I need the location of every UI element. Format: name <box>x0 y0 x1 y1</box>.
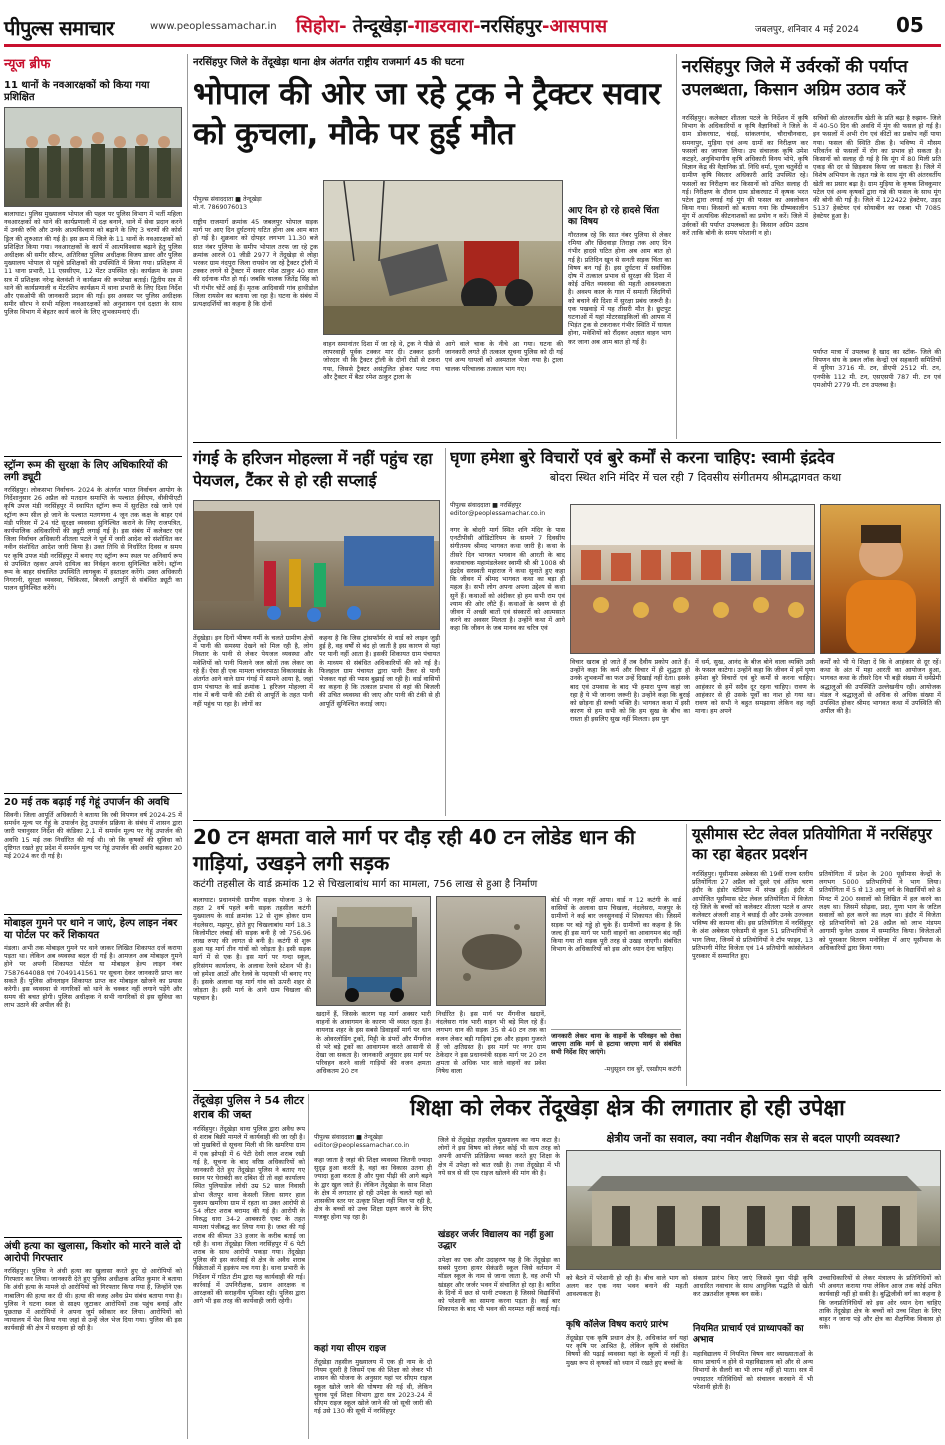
brief-text-4: मंडला। अभी तक मोबाइल गुमने पर थाने जाकर लिखित शिकायत दर्ज कराया पड़ता था। लेकिन अब व्यवस्था बदल दी गई है। आमजन अब मोबाइल गुमने होने पर अपनी शिकायत पोर्टल या मोबाइल हेल्प लाइन नंबर 7587644088 एवं 7049141561 पर सूचना देकर जानकारी प्राप्त कर सकते हैं। पुलिस ऑनलाइन शिकायत प्राप्त कर मोबाइल खोजने का प्रयास करेगी। इस व्यवस्था से नागरिकों को थाने के चक्कर नहीं लगाने पड़ेंगे और समय की बचत होगी। पुलिस अधीक्षक ने सभी नागरिकों से इस सुविधा का लाभ उठाने की अपील की है। <box>4 944 182 1010</box>
story8-text-9: उच्चाधिकारियों से लेकर मंत्रालय के प्रतिनिधियों को भी अवगत कराया गया लेकिन आज तक कोई उचित कार्यवाही नहीं हो सकी है। बुद्धिजीवी वर्ग का कहना है कि जनप्रतिनिधियों को इस ओर ध्यान देना चाहिए ताकि तेंदूखेड़ा क्षेत्र के बच्चों को उच्च शिक्षा के लिए बाहर न जाना पड़े और क्षेत्र का शैक्षणिक विकास हो सके। <box>819 1274 941 1332</box>
loaded-truck-photo <box>316 896 431 1006</box>
police-training-photo <box>4 107 182 207</box>
story-liquor-seizure <box>193 1094 305 1439</box>
story5-text-2: खदानें हैं, जिसके कारण यह मार्ग अक्सर भारी वाहनों के आवागमन के कारण भी व्यस्त रहता है। वायनाड शहर के इस सबसे डिवाइसों मार्ग पर धान के ओवरलोडिंग ट्रकों, मिट्टी के डंपरों और मैंगनीज से भरे बड़े ट्रकों का आवागमन करते आसानी से देखा जा सकता है। जानकारी अनुसार इस मार्ग पर परिवहन करने वाली गाड़ियों की वजन क्षमता अधिकतम 20 टन <box>316 1010 431 1076</box>
story4-text-3: में धर्म, सुख, आनंद के बीज बोने वाला व्यक्ति उसी के फसल काटेगा। उन्होंने कहा कि जीवन में हमें घृणा हमेशा बुरे विचारों एवं बुरे कर्मों से करना चाहिए। आहंकार से हमें सदैव दूर रहना चाहिए। रावण के आहंकार से ही उसके पूर्वों का नाश हो गया था। रावण को सभी ने बहुत समझाया लेकिन वह नहीं माना। हम अपने <box>695 658 815 716</box>
story1-text-1: राष्ट्रीय राजमार्ग क्रमांक 45 जबलपुर भोपाल सड़क मार्ग पर आए दिन दुर्घटनाएं घटित होना अब आम बात हो गई है। शुक्रवार को दोपहर लगभग 11.30 बजे सात नंबर पुलिया के समीप भोपाल तरफ जा रहे ट्रक क्रमांक आरजे 01 जीडी 2977 ने तेंदूखेड़ा से लोहा भरकर ग्राम नंदपुरा जिला रायसेन जा रहे ट्रैक्टर ट्रॉली में टक्कर लगने से ट्रैक्टर में सवार रमेश ठाकुर 40 साल की दर्दनाक मौत हो गई। जबकि चालक जितेंद्र सिंह को भी गंभीर चोटें आई हैं। मृतक आदिवासी गांव हाथीडोल जिला रायसेन का बताया जा रहा है। घटना के संबंध में प्रत्यक्षदर्शियों का कहना है कि दोनों <box>193 218 318 309</box>
brief-headline-4: मोबाइल गुमने पर थाने न जाएं, हेल्प लाइन नंबर या पोर्टल पर करें शिकायत <box>4 918 178 941</box>
story8-heading-cm-rise: कहां गया सीएम राइज <box>314 1344 386 1354</box>
story8-heading-principal: नियमित प्राचार्य एवं प्राध्यापकों का अभाव <box>693 1324 804 1345</box>
story5-text-1: बालाघाट। प्रधानमंत्री ग्रामीण सड़क योजना 3 के तहत 2 वर्ष पहले बनी सड़क तहसील कटंगी मुख्यालय के वार्ड क्रमांक 12 से शुरू होकर ग्राम नंदलेसरा, मझपुर, होते हुए चिखलाबांध मार्ग 18.3 किलोमीटर लंबाई की सड़क बनी है जो 756.96 लाख रुपए की लागत से बनी है। कटंगी से शुरू हुआ यह मार्ग तीन गांवों को जोड़ता है। इसी सड़क मार्ग में से एक है। इस मार्ग पर गन्दा स्कूल, हरिसंगम कार्यालय, के अलावा रेलवे स्टेशन भी है। जो हमेशा आठों और रेलवे के पदयात्री भी बनाए गए हैं। इसके अलावा यह मार्ग गांव को ऊपरी शहर से जोड़ता है। इसी मार्ग के आगे ग्राम चिखला की पहचान है। <box>193 896 311 1003</box>
story6-text-2: प्रतियोगिता में प्रदेश के 200 यूसीमास केन्द्रों के लगभग 5000 प्रतिभागियों ने भाग लिया। प्रतियोगिता में 5 से 13 आयु वर्ग के विद्यार्थियों को 8 मिनट में 200 सवालों को लिखित में हल करने का लक्ष्य था। जिसमें सोढ़वा, प्रदा, गुणा भाग के जटिल सवालों को हल करने का लक्ष्य था। इंदौर में विजेता रहे प्रतिभागियों को 28 अप्रैल को लाभ मंडपम आगामी फुनेल उत्सव में सम्मानित किया। विजेताओं को पुरस्कार वितरण मनोविज्ञा में आए यूसीमास के अधिकारियों द्वारा किया गया। <box>819 870 941 952</box>
story8-heading-agri: कृषि कॉलेज विषय कराएं प्रारंभ <box>566 1320 669 1330</box>
story6-text-1: नरसिंहपुर। यूसीमास अबेकस की 19वीं राज्य स्तरीय प्रतियोगिता 27 अप्रैल को दूसरे एवं अंतिम चरण इंदौर के इंडोर स्टेडियम में संपन्न हुई। इंदौर में आयोजित यूसीमास स्टेट लेवल प्रतियोगिता में विजेता रहे जिले के बच्चों को कलेक्टर शीतला पटले व अपर कलेक्टर अंजली शाह ने बधाई दी और उनके उज्ज्वल भविष्य की कामना की। इस प्रतियोगिता में नरसिंहपुर के अंश अबेकस एकेडमी से कुल 51 प्रतिभागियों ने भाग लिया, जिनमें से प्रतियोगियों ने टॉप फाइव, 13 प्रतिभागी मेरिट विजेता एवं 14 प्रतियोगी कांसोलेशन पुरस्कार में सम्मानित हुए। <box>692 870 813 961</box>
story6-headline: यूसीमास स्टेट लेवल प्रतियोगिता में नरसिंहपुर का रहा बेहतर प्रदर्शन <box>692 825 932 863</box>
story8-text-7: संकाय प्रारंभ किए जाएं जिससे युवा पीढ़ी कृषि आधारित नवाचार के साथ आधुनिक पद्धति से खेती कर उन्नतशील कृषक बन सकें। <box>693 1274 813 1299</box>
story8-text-1: जिले से तेंदूखेड़ा तहसील मुख्यालय का नाम कटा है। लोगों ने इस विषय को लेकर कोई भी सत्य तरह को अपनी आपत्ति प्रतिक्रिया व्यक्त करते हुए शिक्षा के क्षेत्र में उपेक्षा को बात रखी है। तथा तेंदूखेड़ा में भी नये सत्र से सी एम राइज खोलने की मांग की है। <box>438 1136 560 1177</box>
story3-headline: गंगई के हरिजन मोहल्ला में नहीं पहुंच रहा पेयजल, टैंकर से हो रही सप्लाई <box>193 449 433 490</box>
story5-text-3: निर्धारित है। इस मार्ग पर मैंगनीज खदानें, नंदलेसरा गांव भारी वाहन भी बड़े मिल रहे हैं। लगभग धान की सड़क 35 से 40 टन तक का वजन लेकर बड़ी गाड़ियां ट्रक और हाइवा गुजरते हैं जो क्षतिग्रस्त है। इस मार्ग पर नगर ग्राम ठेकेदार ने इस प्रधानमंत्री सड़क मार्ग पर 20 टन क्षमता से अधिक भार वाले वाहनों का प्रवेश निषेध वाला <box>436 1010 546 1076</box>
page-number: 05 <box>896 13 924 37</box>
story2-text-3: पर्याप्त मात्रा में उपलब्ध है खाद का स्टॉक- जिले की विपणन संघ के डबल लॉक केन्द्रों एवं सहकारी समितियों में यूरिया 3716 मी. टन, डीएपी 2512 मी. टन, एनपीके 112 मी. टन, एसएसपी 787 मी. टन एवं एमओपी 2779 मी. टन उपलब्ध है। <box>813 348 941 389</box>
story8-heading-dilapidated: खंडहर जर्जर विद्यालय का नहीं हुआ उद्धार <box>438 1230 554 1251</box>
brief-headline-2: स्ट्रॉन्ग रूम की सुरक्षा के लिए अधिकारियों की लगी ड्यूटी <box>4 460 168 483</box>
story1-text-3: आगे वाले चाक के नीचे आ गया। घटना की जानकारी लगते ही तत्काल सूचना पुलिस को दी गई एवं अन्य घायलों को अस्पताल भेजा गया है। ट्राला चालक परिचालक तत्काल भाग गए। <box>445 340 563 373</box>
brief-text-1: बालाघाट। पुलिस मुख्यालय भोपाल की पहल पर पुलिस विभाग में भर्ती महिला नवआरक्षकों को थाने की कार्यप्रणाली में दक्ष बनाने, थाने में सेवा प्रदान करने में उनकी रुचि और उनके आत्मविश्वास को बढ़ाने के लिए 3 चरणों की कोर्स ड्रिल की शुरुआत की गई है। इस क्रम में जिले के 11 थानों के नवआरक्षकों को प्रशिक्षित किया गया। नवआरक्षकों के कार्य में आत्मविश्वास बढ़ाने हेतु पुलिस अधीक्षक श्री समीर सौरभ, अतिरिक्त पुलिस अधीक्षक विजय डावर और पुलिस मुख्यालय भोपाल से पहुंचे प्रशिक्षकों की उपस्थिति में किया गया। प्रशिक्षण में 11 थाना प्रभारी, 11 एससीएम, 12 मेंटर उपस्थित रहे। कार्यक्रम के प्रथम सत्र में प्रशिक्षक नरेन्द्र बेलवंशी ने कार्यक्रम की रूपरेखा बताई। द्वितीय सत्र में थाने की कार्यप्रणाली व मेंटरशिप कार्यक्रम में थाना प्रभारी के लिए दिशा निर्देश और एसओपी की जानकारी प्रदान की गई। इस अवसर पर पुलिस अधीक्षक समीर सौरभ ने सभी महिला नवआरक्षकों को अनुशासन एवं दक्षता के साथ पुलिस विभाग में बेहतर कार्य करने के लिए शुभकामनाएं दीं। <box>4 210 182 317</box>
brief-text-2: नरसिंहपुर। लोकसभा निर्वाचन- 2024 के अंतर्गत भारत निर्वाचन आयोग के निर्देशानुसार 26 अप्रैल को मतदान समाप्ति के पश्चात ईवीएम, वीवीपीएटी कृषि उपज मंडी नरसिंहपुर में स्थापित स्ट्रॉन्ग रूम में सुरक्षित रखे जाने एवं स्ट्रॉन्ग रूम सील हो जाने के पश्चात मतगणना 4 जून तक कक्ष के बाहर एवं मंडी परिसर में 24 घंटे सुरक्षा व्यवस्था सुनिश्चित कराने के लिए राजपत्रित, कार्यपालिक अधिकारियों की ड्यूटी लगाई गई है। इस संबंध में कलेक्टर एवं जिला निर्वाचन अधिकारी शीतला पटले ने पूर्व में जारी आदेश को संशोधित कर नवीन संशोधित आदेश जारी किया है। उक्त तिथि से निर्धारित दिवस व समय पर कृषि उपज मंडी नरसिंहपुर में बनाए गए स्ट्रॉन्ग रूम स्थल पर अनिवार्य रूप से उपस्थित रहकर अपने दायित्व का निर्वहन करना सुनिश्चित करेंगे। स्ट्रॉन्ग रूम के बाहर संचालित उपस्थिति लागबुक में हस्ताक्षर करेंगे। उक्त अधिकारी निगरानी, सुरक्षा व्यवस्था, चिकित्सा, बिजली आपूर्ति से संबंधित ड्यूटी का पालन सुनिश्चित करेंगे। <box>4 486 182 593</box>
story2-text-2: सचिवों की अंतरवर्तीय खेती के प्रति बढ़ा है रुझान- जिले में 40-50 दिन की अवधि में मूंग की फसल हो गई है। इन फसलों में अभी रोग एवं कीटों का प्रकोप नहीं पाया गया। फसल की स्थिति ठीक है। भविष्य में मौसम परिवर्तन से फसलों में रोग का प्रभाव हो सकता है। किसानों को सलाह दी गई है कि मूंग में 80 मिली प्रति एकड़ की दर से छिड़काव किया जा सकता है। जिले में विशेष अभियान के तहत गन्ने के साथ मूंग की अंतरवर्तीय खेती का प्रसार बढ़ा है। ग्राम मुड़िया के कृषक शिवकुमार पटेल एवं अन्य कृषकों द्वारा गन्ने की फसल के साथ मूंग की बोनी की गई है। जिले में 122422 हेक्टेयर, उड़द 5137 हेक्टेयर एवं सोयाबीन का रकबा भी 7085 हेक्टेयर हुआ है। <box>813 114 941 221</box>
story-ucmas <box>692 824 941 1086</box>
masthead-rule <box>4 44 941 47</box>
story7-text-1: नरसिंहपुर। तेंदूखेड़ा थाना पुलिस द्वारा अवैध रूप से शराब बिक्री मामले में कार्यवाही की जा रही है। जो मुखबिरों से सूचना मिली थी कि खमरिया ग्राम में एक झोपड़ी में 6 पेटी देसी लाल शराब रखी गई है, सूचना के बाद वरिष्ठ अधिकारियों को जानकारी देते हुए तेंदूखेड़ा पुलिस ने बताए गए स्थान पर घेराबंदी कर दबिश दी तो वहां कार्यालय स्थित पुलियाडेंज लोधी उम्र 52 साल निवासी डोभा जैतपुर थाना केसली जिला सागर हाल मुकाम खमरिया ग्राम में रहता था उक्त आरोपी से 54 लीटर शराब बरामद की गई है। आरोपी के विरुद्ध धारा 34-2 आबकारी एक्ट के तहत मामला पंजीबद्ध कर लिया गया है। जब्त की गई शराब की कीमत 33 हजार के करीब बताई जा रही है। थाना तेंदूखेड़ा जिला नरसिंहपुर में 6 पेटी शराब के साथ आरोपी पकड़ा गया। तेंदूखेड़ा पुलिस की इस कार्रवाई से क्षेत्र के अवैध शराब विक्रेताओं में हड़कंप मच गया है। थाना प्रभारी के निर्देशन में गठित टीम द्वारा यह कार्यवाही की गई। कार्रवाई में उपनिरीक्षक, प्रधान आरक्षक व आरक्षकों की सराहनीय भूमिका रही। पुलिस द्वारा आगे भी इस तरह की कार्यवाही जारी रहेगी। <box>193 1125 305 1306</box>
accident-photo <box>323 180 563 335</box>
paddy-truck-image <box>317 897 431 1006</box>
story1-headline: भोपाल की ओर जा रहे ट्रक ने ट्रैक्टर सवार को कुचला, मौके पर हुई मौत <box>193 76 661 152</box>
story1-kicker: नरसिंहपुर जिले के तेंदूखेड़ा थाना क्षेत्र अंतर्गत राष्ट्रीय राजमार्ग 45 की घटना <box>193 57 464 68</box>
brief-headline-3: 20 मई तक बढ़ाई गई गेहूं उपार्जन की अवधि <box>4 797 170 808</box>
story-road-damage <box>193 824 681 1086</box>
story4-text-1: नगर के बोदरी मार्ग स्थित शनि मंदिर के पास एनटीपीसी ऑडिटोरियम के सामने 7 दिवसीय संगीतमय श्रीमद भागवत कथा जारी है। कथा के तीसरे दिन भागवत भगवान की आरती के बाद कथावाचक महामंडलेश्वर स्वामी श्री श्री 1008 श्री इंद्रदेव सरस्वती महाराज ने कथा सुनाते हुए कहा कि जीवन में श्रीमद भागवत कथा का बड़ा ही महत्व है। सभी लोग अपना अपना उद्देश्य से कथा सुनें हैं। कथाओं को अंदीकर हो हम सभी राम एवं श्याम की ओर लौटे हैं। कथाओं के श्रवण से ही जीवन में अच्छी बातों एवं संस्कारों को आत्मसात करने का अवसर मिलता है। उन्होंने कथा में आगे कहा कि जीवन के जब मानव का चरित्र एवं <box>450 526 565 633</box>
story8-headline: शिक्षा को लेकर तेंदूखेड़ा क्षेत्र की लगातार हो रही उपेक्षा <box>410 1096 845 1121</box>
brief-text-3: सिवनी। जिला आपूर्ति अधिकारी ने बताया कि रबी विपणन वर्ष 2024-25 में समर्थन मूल्य पर गेहूं के उपार्जन हेतु उपार्जन प्रक्रिया के संबंध में शासन द्वारा जारी पत्रानुसार निर्देश की कंडिका 2.1 में समर्थन मूल्य पर गेहूं उपार्जन की अवधि 15 मई तक निर्धारित की गई थी। जो कि कृषकों की सुविधा को दृष्टिगत रखते हुए प्रदेश में समर्थन मूल्य पर गेहूं उपार्जन की अवधि बढ़ाकर 20 मई 2024 कर दी गई है। <box>4 811 182 861</box>
story-education-neglect <box>314 1094 941 1439</box>
story2-text-1: नरसिंहपुर। कलेक्टर शीतला पटले के निर्देशन में कृषि विभाग के अधिकारियों व कृषि वैज्ञानिकों ने जिले के ग्राम डोकरघाट, चंदई, सांकलगांव, चौराचौनवारा, समनापुर, मुड़िया एवं अन्य ग्रामों का निरीक्षण कर फसलों का जायजा लिया। उप संचालक कृषि उमेश कटहरे, अनुविभागीय कृषि अधिकारी विनय भोपे, कृषि विज्ञान केंद्र की वैज्ञानिक डॉ. निधि वर्मा, पूजा चतुर्वेदी व ग्रामीण कृषि विस्तार अधिकारी आदि उपस्थित रहे। फसलों का निरीक्षण कर किसानों को उचित सलाह दी गई। निरीक्षण के दौरान ग्राम डोकरघाट में कृषक भरत पटेल द्वारा लगाई गई मूंग की फसल का अवलोकन किया गया। किसानों को बताया गया कि ग्रीष्मकालीन मूंग में अत्यधिक कीटनाशकों का प्रयोग न करें। जिले में उर्वरकों की पर्याप्त उपलब्धता है। किसान अग्रिम उठाव करें ताकि बोनी के समय परेशानी न हो। <box>682 114 808 237</box>
brief-text-5: नरसिंहपुर। पुलिस ने अंधी हत्या का खुलासा करते हुए दो आरोपियों को गिरफ्तार कर लिया। जानकारी देते हुए पुलिस अधीक्षक अमित कुमार ने बताया कि अंधी हत्या के मामले दो आरोपियों को गिरफ्तार किया गया है, जिन्होंने एक नाबालिग की हत्या कर दी थी। हत्या की वजह अवैध प्रेम संबंध बताया गया है। पुलिस ने घटना स्थल से साक्ष्य जुटाकर आरोपियों तक पहुंच बनाई और पूछताछ में आरोपियों ने अपना जुर्म स्वीकार कर लिया। आरोपियों को न्यायालय में पेश किया गया जहां से उन्हें जेल भेज दिया गया। पुलिस की इस कार्यवाही की क्षेत्र में सराहना हो रही है। <box>4 1267 182 1333</box>
story1-side-text: गौरतलब रहे कि सात नंबर पुलिया से लेकर रमिया और छिंदवाड़ा तिराहा तक आए दिन गंभीर हादसे घटित होना अब आम बात हो गई है। प्रतिदिन खून से सनती सड़क चिंता का विषय बन गई है। इस दुर्घटना में सर्वाधिक दोष में तत्काल प्रभाव से सुरक्षा की दिशा में कोई उचित व्यवस्था की महती आवश्यकता है। अवश्य काल के गाल में समाती जिंदगियों को बचाने की दिशा में सुरक्षा प्रबंध जरूरी है। एक पखवाड़े में यह तीसरी मौत है। छुटपुट घटनाओं में यहां मोटरसाइकिलों की आपस में भिड़ंत ट्रक से टकराकर गंभीर स्थिति में घायल होना, मवेशियों को रौंदकर अज्ञात वाहन भाग कर जाना अब आम बात हो गई है। <box>568 231 671 346</box>
swami-photo <box>820 504 941 654</box>
story8-text-8: महाविद्यालय में नियमित विषय वार व्याख्याताओं के साथ प्राचार्य न होने से महाविद्यालय को और से अन्य विभागों के सैलरी का भी लाभ नहीं हो पाता। सत्र में ज्यादातर गतिविधियों को संचालन करवाने में भी परेशानी होती है। <box>693 1350 813 1391</box>
story8-text-3: कहा जाता है जहां की शिक्षा व्यवस्था जितनी ज्यादा सुदृढ़ हुआ करती है, वहां का विकास उतना ही ज्यादा हुआ करता है और युवा पीढ़ी की आगे बढ़ने के द्वार खुल जाते हैं। लेकिन तेंदूखेड़ा के साथ शिक्षा के क्षेत्र में लगातार हो रही उपेक्षा के चलते यहां को शासकीय स्तर पर उत्कृष्ट शिक्षा नहीं मिल पा रही है, क्षेत्र के बच्चों को उच्च शिक्षा ग्रहण करने के लिए मजबूर होना पड़ रहा है। <box>314 1156 432 1222</box>
story5-headline: 20 टन क्षमता वाले मार्ग पर दौड़ रही 40 टन लोडेड धान की गाड़ियां, उखड़ने लगी सड़क <box>193 825 635 875</box>
story-truck-accident <box>193 56 671 438</box>
damaged-road-photo <box>436 896 546 1006</box>
brief-headline-1: 11 थानों के नवआरक्षकों को किया गया प्रशिक्षित <box>4 80 150 103</box>
water-tanker-photo <box>193 500 440 630</box>
brief-headline-5: अंधी हत्या का खुलासा, किशोर को मारने वाले दो आरोपी गिरफ्तार <box>4 1241 181 1264</box>
story3-text-2: कहना है कि जिस ट्रांसफॉर्मर से वार्ड को लाइन जुड़ी हुई है, वह वर्षों से बंद हो जाती है इस कारण से यहां पर पानी नहीं आता है। इसकी शिकायत ग्राम पंचायत के माध्यम से संबंधित अधिकारियों की को गई है। फिलहाल ग्राम पंचायत द्वारा पानी टैंकर से पानी भेजकर यहां की प्यास बुझाई जा रही है। वार्ड वासियों का कहना है कि तत्काल प्रभाव से वहां की बिजली की उचित व्यवस्था की जाए और पानी की टंकी से ही आपूर्ति सुनिश्चित कराई जाए। <box>319 634 440 708</box>
old-school-building-photo <box>566 1150 941 1270</box>
story3-text-1: तेंदूखेड़ा। इन दिनों भीषण गर्मी के चलते ग्रामीण क्षेत्रों में पानी की समस्या देखने को मिल रही है, लोग निस्तार के पानी से लेकर पेयजल व्यवस्था और मवेशियों को पानी पिलाने जल स्रोतों तक लेकर जा रहे हैं। ऐसा ही एक मामला चांवरपाठा विकासखंड के अंतर्गत आने वाले ग्राम गंगई में सामने आया है, जहां ग्राम पंचायत के वार्ड क्रमांक 1 हरिजन मोहल्ला में गांव में बनी पानी की टंकी से आपूर्ति के तहत पानी नहीं पहुंच पा रहा है। लोगों का <box>193 634 313 708</box>
school-building-image <box>567 1151 941 1270</box>
story-water-supply <box>193 448 440 816</box>
devotees-gathering-image <box>571 505 815 654</box>
brief-tag: न्यूज ब्रीफ <box>4 57 51 72</box>
story4-text-2: विचार खराब हो जाते हैं तब दैवीय प्रकोप आते हैं। उन्होंने कहा कि कर्म और विचार में ही शुद्धता हो उनके शुभकर्मों का फल उन्हें दिखाई नहीं देता। इसके बाद एवं उपवास के बाद भी हमारा पुण्य कहां जा रहा है ये भी जानना जरूरी है। उन्होंने कहा कि बुराई को छोड़ना ही सच्ची भक्ति है। भागवत कथा में इसी कारण से हम सभी को कि हम सुख के बीच का रास्ता ही इसलिए सुख नहीं मिलता। इस युग <box>570 658 690 724</box>
story1-byline: पीपुल्स संवाददाता ■ तेन्दूखेड़ा मो.नं. 7869076013 <box>193 196 262 211</box>
story-fertilizer <box>682 56 941 436</box>
story7-headline: तेंदूखेड़ा पुलिस ने 54 लीटर शराब की जब्त <box>193 1094 304 1121</box>
story4-text-4: कर्मों को भी ये शिक्षा दें कि वे आहंकार से दूर रहें। कथा के अंत में महा आरती का आयोजन हुआ, भागवत कथा के तीसरे दिन भी बड़ी संख्या में धर्मप्रेमी श्रद्धालुओं की उपस्थिति उल्लेखनीय रही। आयोजक मंडल ने श्रद्धालुओं से अधिक से अधिक संख्या में उपस्थित होकर श्रीमद भागवत कथा में उपस्थिति की अपील की है। <box>820 658 941 716</box>
story8-text-6: तेंदूखेड़ा एक कृषि प्रधान क्षेत्र है, अधिकांश वर्ग यहां पर कृषि पर आश्रित है, लेकिन कृषि से संबंधित विषयों की पढ़ाई व्यवस्था यहां के स्कूलों में नहीं है। मुख्य रूप से कृषकों को ध्यान में रखते हुए बच्चों के <box>566 1334 688 1367</box>
group-photo-figures <box>5 108 182 207</box>
swami-portrait-image <box>821 505 941 654</box>
story8-byline: पीपुल्स संवाददाता ■ तेन्दूखेड़ा editor@peoplessamachar.co.in <box>314 1134 410 1149</box>
story1-side-heading: आए दिन हो रहे हादसे चिंता का विषय <box>568 206 659 227</box>
story-bhagwat-katha <box>450 448 941 816</box>
site-url: www.peoplessamachar.in <box>150 21 277 32</box>
pothole-image <box>437 897 546 1006</box>
katha-audience-photo <box>570 504 815 654</box>
story8-subhead: क्षेत्रीय जनों का सवाल, क्या नवीन शैक्षणिक सत्र से बदल पाएगी व्यवस्था? <box>606 1132 901 1145</box>
section-title: सिहोरा- तेन्दूखेड़ा-गाडरवारा-नरसिंहपुर-आसपास <box>296 16 608 37</box>
dateline: जबलपुर, शनिवार 4 मई 2024 <box>755 25 859 35</box>
story4-headline: घृणा हमेशा बुरे विचारों एवं बुरे कर्मों से करना चाहिए: स्वामी इंद्रदेव <box>450 448 835 467</box>
story8-text-4: तेंदूखेड़ा तहसील मुख्यालय में एक ही नाम के दो नियम दूसरी है जिसमें एक की शिक्षा को लेकर भी शासन की योजना के अनुसार यहां पर सीएम राइज स्कूल खोले जाने की घोषणा की गई थी, लेकिन चुनाव पूर्व शिक्षा विभाग द्वारा सत्र 2023-24 में सीएम राइज स्कूल खोले जाने की जो सूची जारी की गई उसे 130 की सूची में नरसिंहपुर <box>314 1358 432 1416</box>
overturned-tractor-image <box>324 181 563 335</box>
news-brief-column <box>4 54 182 1439</box>
story5-text-4: बोर्ड भी नज़र नहीं आया। वार्ड न 12 कटंगी के वार्ड वासियों के अलावा ग्राम चिखला, नंदलेसरा, मजपुर के ग्रामीणों ने कई बार जनसुनवाई में शिकायत की। जिसमें सड़क पर बड़े गड्ढे हो चुके हैं। ग्रामीणों का कहना है कि जल्द ही इस मार्ग पर भारी वाहनों का आवागमन बंद नहीं किया गया तो सड़क पूरी तरह से उखड़ जाएगी। संबंधित विभाग के अधिकारियों को इस ओर ध्यान देना चाहिए। <box>551 896 681 954</box>
official-quote: जानकारी लेकर थाना के वाहनों के परिवहन को रोका जाएगा ताकि मार्ग से हटाया जाएगा मार्ग से संबंधित सभी निर्देश दिए जाएंगे। -मधुसूदन राव बुर्रे, एसडीएम कटंगी <box>551 1029 681 1074</box>
story8-text-2: उपेक्षा का एक और उदाहरण यह है कि तेंदूखेड़ा का सबसे पुराना हायर सेकंडरी स्कूल जिसे वर्तमान में मॉडल स्कूल के नाम से जाना जाता है, वह अभी भी खंडहर और जर्जर भवन में संचालित हो रहा है। बारिश के दिनों में छत से पानी टपकता है जिससे विद्यार्थियों को परेशानी का सामना करना पड़ता है। कई बार शिकायत के बाद भी भवन की मरम्मत नहीं कराई गई। <box>438 1256 560 1314</box>
story4-byline: पीपुल्स संवाददाता ■ नरसिंहपुर editor@peoplessamachar.co.in <box>450 502 546 517</box>
story1-text-2: वाहन समानांतर दिशा में जा रहे थे, ट्रक ने पीछे से लापरवाही पूर्वक टक्कर मार दी। टक्कर इतनी जोरदार थी कि ट्रैक्टर ट्रॉली के दोनों रोडों से टकरा गया, जिससे ट्रैक्टर असंतुलित होकर पलट गया और ट्रैक्टर में बैठा रमेश ठाकुर ट्राला के <box>323 340 440 381</box>
story8-text-5: को बैठने में परेशानी हो रही है। बीच वाले भाग को अलग कर एक नया भवन बनाने की महती आवश्यकता है। <box>566 1274 688 1299</box>
masthead <box>0 0 945 52</box>
villagers-tanker-image <box>194 501 440 630</box>
logo: पीपुल्स समाचार <box>4 16 114 40</box>
story4-subhead: बोदरा स्थित शनि मंदिर में चल रही 7 दिवसीय संगीतमय श्रीमद्भागवत कथा <box>549 471 842 484</box>
story5-subhead: कटंगी तहसील के वार्ड क्रमांक 12 से चिखलाबांध मार्ग का मामला, 756 लाख से हुआ है निर्माण <box>193 879 538 890</box>
story2-headline: नरसिंहपुर जिले में उर्वरकों की पर्याप्त उपलब्धता, किसान अग्रिम उठाव करें <box>682 57 908 100</box>
